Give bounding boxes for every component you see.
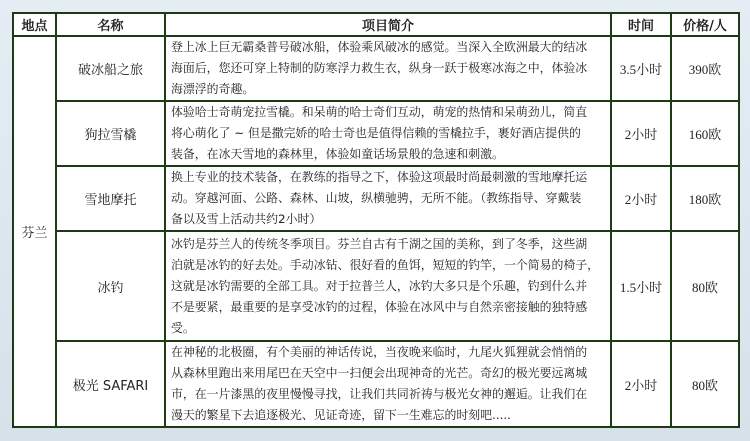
activity-name: 冰钓 [56, 231, 165, 341]
header-row [13, 13, 739, 36]
description-line: 动。穿越河面、公路、森林、山坡，纵横驰骋，无所不能。（教练指导、穿戴装 [171, 191, 582, 205]
activity-description [165, 166, 611, 231]
table-row [13, 166, 739, 231]
description-line: 登上冰上巨无霸桑普号破冰船，体验乘风破冰的感觉。当深入全欧洲最大的结冰 [171, 40, 588, 54]
activity-description [165, 231, 611, 341]
activity-price: 160欧 [671, 101, 739, 166]
description-line: 不是要紧，最重要的是享受冰钓的过程，体验在冰风中与自然亲密接触的独特感 [171, 299, 588, 314]
header-name: 名称 [56, 13, 165, 36]
header-time: 时间 [611, 13, 671, 36]
description-line: 海面后，您还可穿上特制的防寒浮力救生衣，纵身一跃于极寒冰海之中，体验冰 [171, 61, 588, 75]
activity-description [165, 101, 611, 166]
description-line: 备以及雪上活动共约2小时） [171, 212, 322, 226]
description-line: 泊就是冰钓的好去处。手动冰钻、很好看的鱼饵，短短的钓竿，一个简易的椅子， [171, 257, 600, 272]
activity-name: 雪地摩托 [56, 166, 165, 231]
table-row [13, 101, 739, 166]
activity-duration: 3.5小时 [611, 36, 671, 101]
activity-price: 390欧 [671, 36, 739, 101]
header-price: 价格/人 [671, 13, 739, 36]
description-line: 装备，在冰天雪地的森林里，体验如童话场景般的急速和刺激。 [171, 147, 504, 161]
activities-table [12, 12, 740, 428]
description-line: 换上专业的技术装备，在教练的指导之下，体验这项最时尚最刺激的雪地摩托运 [171, 170, 588, 184]
header-intro: 项目简介 [165, 13, 611, 36]
activity-duration: 2小时 [611, 101, 671, 166]
table-row [13, 341, 739, 427]
activity-description [165, 36, 611, 101]
description-line: 海漂浮的奇趣。 [171, 82, 255, 96]
activity-price: 80欧 [671, 341, 739, 427]
activity-name: 极光 SAFARI [56, 341, 165, 427]
activity-duration: 2小时 [611, 341, 671, 427]
activity-price: 180欧 [671, 166, 739, 231]
location-cell: 芬兰 [13, 36, 56, 427]
description-line: 体验哈士奇萌宠拉雪橇。和呆萌的哈士奇们互动，萌宠的热情和呆萌劲儿，简直 [171, 105, 588, 119]
description-line: 受。 [171, 320, 195, 335]
activity-duration: 1.5小时 [611, 231, 671, 341]
activity-name: 破冰船之旅 [56, 36, 165, 101]
activity-duration: 2小时 [611, 166, 671, 231]
description-line: 从森林里跑出来用尾巴在天空中一扫便会出现神奇的光芒。奇幻的极光要远离城 [171, 366, 588, 380]
activity-name: 狗拉雪橇 [56, 101, 165, 166]
activity-description [165, 341, 611, 427]
table-row [13, 36, 739, 101]
description-line: 将心萌化了 ~ 但是撒完娇的哈士奇也是值得信赖的雪橇拉手，裹好酒店提供的 [171, 126, 581, 140]
description-line: 漫天的繁星下去追逐极光、见证奇迹，留下一生难忘的时刻吧..... [171, 408, 511, 422]
description-line: 市，在一片漆黑的夜里慢慢寻找，让我们共同祈祷与极光女神的邂逅。让我们在 [171, 387, 588, 401]
description-line: 这就是冰钓需要的全部工具。对于拉普兰人，冰钓大多只是个乐趣，钓到什么并 [171, 278, 588, 293]
header-location: 地点 [13, 13, 56, 36]
description-line: 在神秘的北极圈，有个美丽的神话传说，当夜晚来临时，九尾火狐狸就会悄悄的 [171, 345, 588, 359]
description-line: 冰钓是芬兰人的传统冬季项目。芬兰自古有千湖之国的美称，到了冬季，这些湖 [171, 236, 588, 251]
table-row [13, 231, 739, 341]
activity-price: 80欧 [671, 231, 739, 341]
